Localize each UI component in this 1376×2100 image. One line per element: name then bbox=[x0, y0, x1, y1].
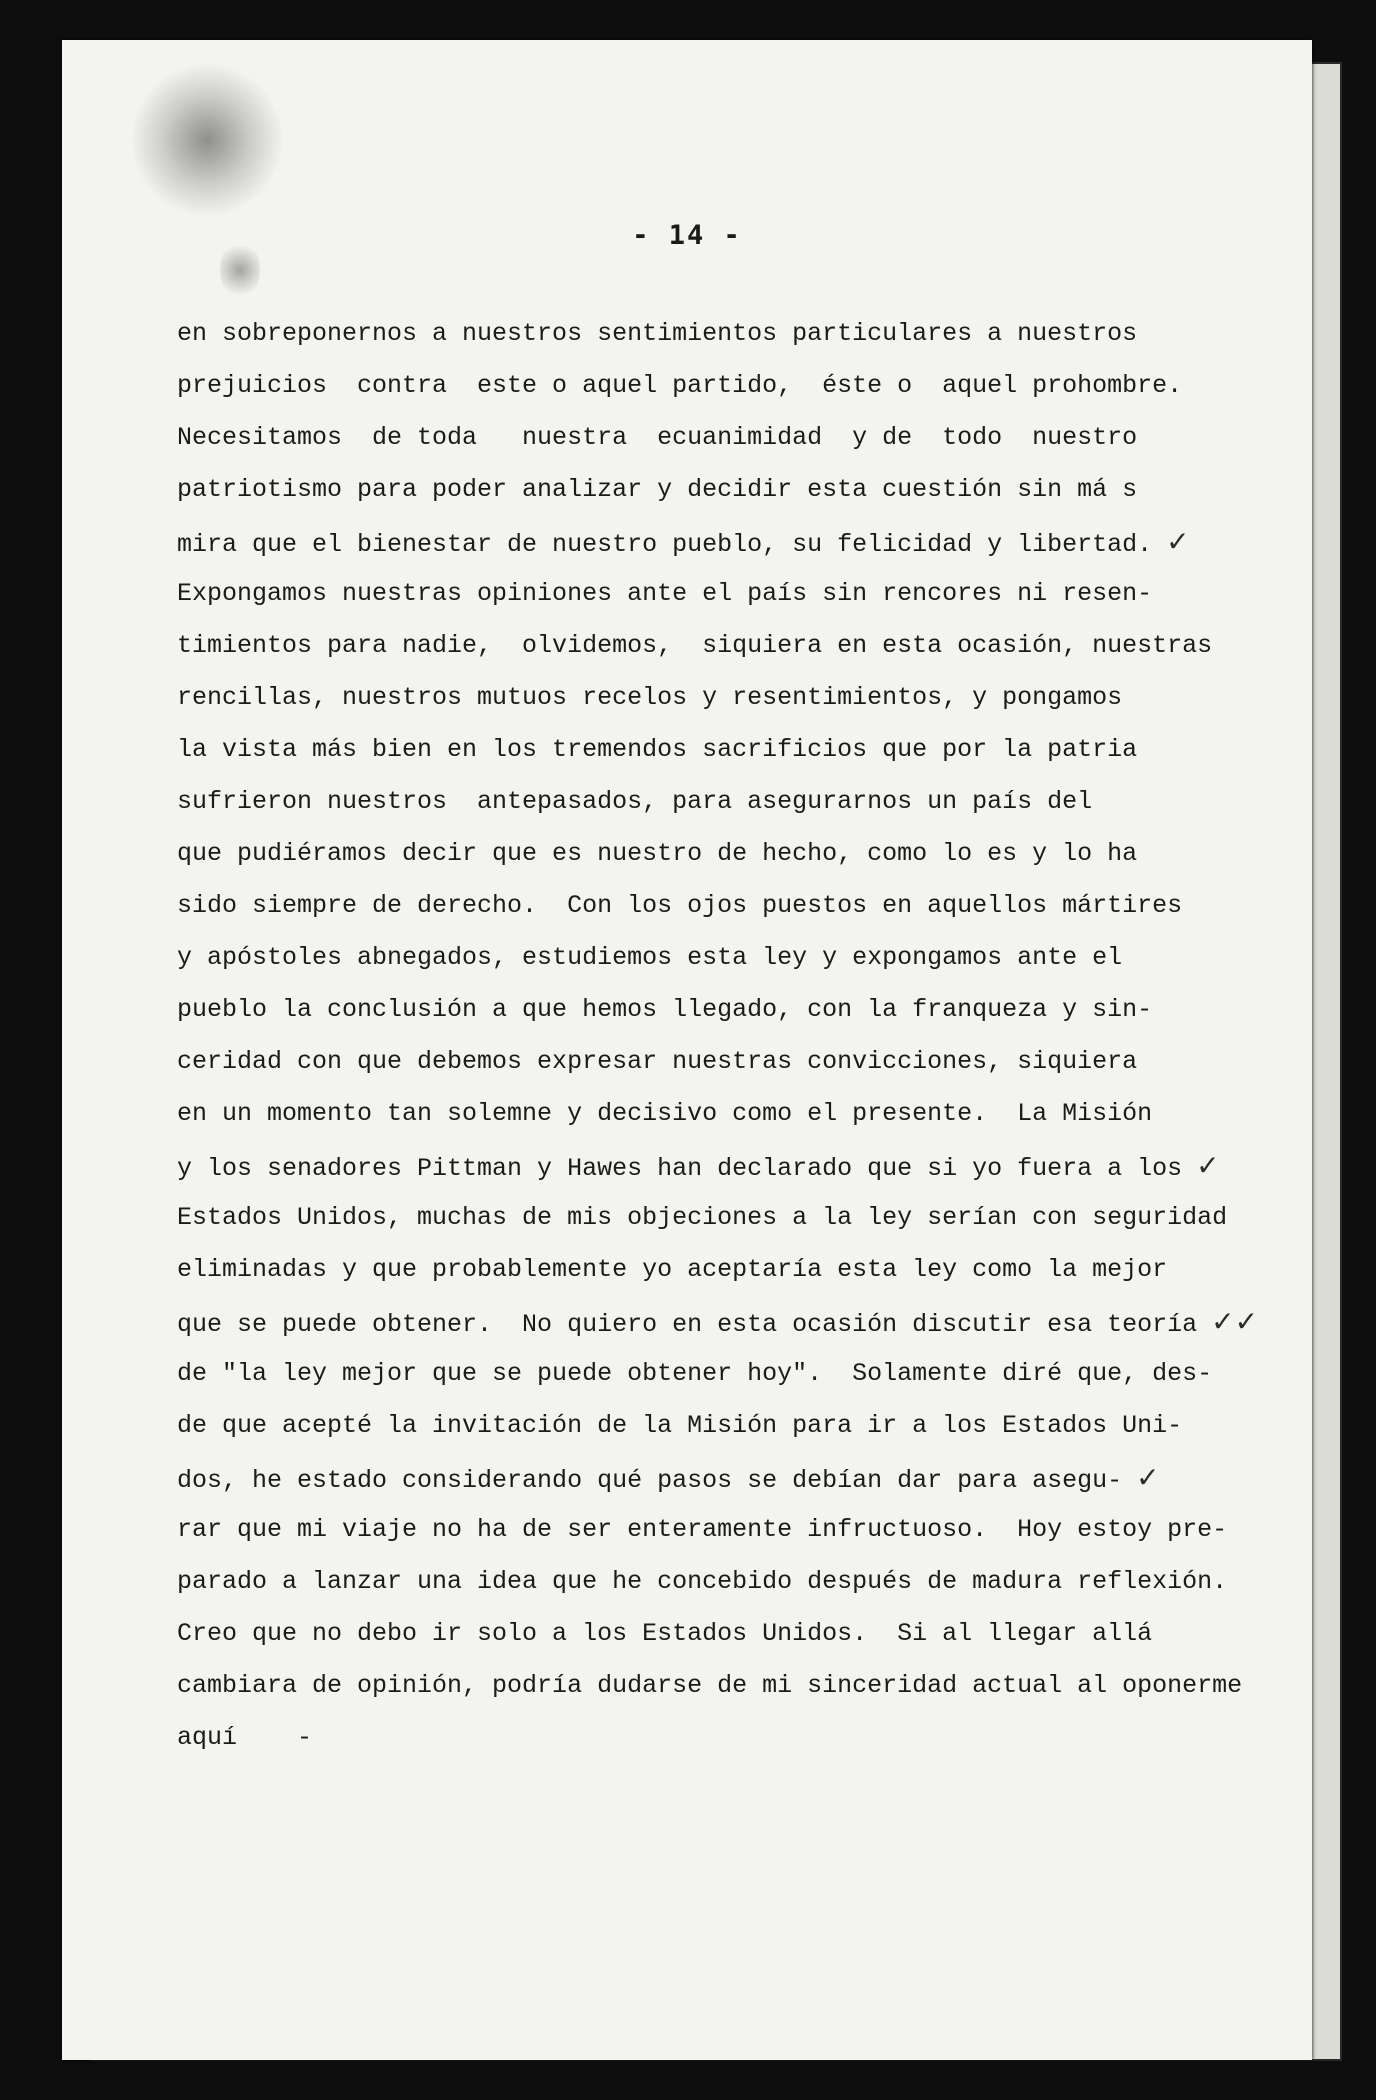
line-text: en un momento tan solemne y decisivo como el presente. La Misión bbox=[177, 1099, 1153, 1128]
text-line bbox=[177, 1660, 1282, 1712]
text-line bbox=[177, 516, 1282, 568]
line-text: pueblo la conclusión a que hemos llegado, con la franqueza y sin- bbox=[177, 995, 1153, 1024]
text-line bbox=[177, 984, 1282, 1036]
text-line bbox=[177, 308, 1282, 360]
line-text: de "la ley mejor que se puede obtener hoy". Solamente diré que, des- bbox=[177, 1359, 1213, 1388]
text-line bbox=[177, 1504, 1282, 1556]
line-text: la vista más bien en los tremendos sacrificios que por la patria bbox=[177, 735, 1138, 764]
text-line bbox=[177, 880, 1282, 932]
line-text: patriotismo para poder analizar y decidir esta cuestión sin má s bbox=[177, 475, 1138, 504]
text-line bbox=[177, 1608, 1282, 1660]
text-line bbox=[177, 828, 1282, 880]
text-line bbox=[177, 1452, 1282, 1504]
text-line bbox=[177, 1712, 1282, 1764]
line-text: Expongamos nuestras opiniones ante el país sin rencores ni resen- bbox=[177, 579, 1153, 608]
line-text: Estados Unidos, muchas de mis objeciones a la ley serían con seguridad bbox=[177, 1203, 1228, 1232]
line-text: prejuicios contra este o aquel partido, éste o aquel prohombre. bbox=[177, 371, 1183, 400]
line-text: y los senadores Pittman y Hawes han declarado que si yo fuera a los bbox=[177, 1154, 1183, 1183]
text-line bbox=[177, 724, 1282, 776]
text-line bbox=[177, 1296, 1282, 1348]
text-line bbox=[177, 1036, 1282, 1088]
text-line bbox=[177, 1348, 1282, 1400]
line-text: rencillas, nuestros mutuos recelos y resentimientos, y pongamos bbox=[177, 683, 1123, 712]
text-line bbox=[177, 1556, 1282, 1608]
text-line bbox=[177, 1140, 1282, 1192]
line-text: Necesitamos de toda nuestra ecuanimidad y de todo nuestro bbox=[177, 423, 1138, 452]
handwritten-check-mark: ✓ bbox=[1136, 1461, 1160, 1494]
page-number: - 14 - bbox=[632, 220, 742, 251]
text-line bbox=[177, 1192, 1282, 1244]
line-text: sido siempre de derecho. Con los ojos puestos en aquellos mártires bbox=[177, 891, 1183, 920]
line-text: y apóstoles abnegados, estudiemos esta ley y expongamos ante el bbox=[177, 943, 1123, 972]
line-text: rar que mi viaje no ha de ser enteramente infructuoso. Hoy estoy pre- bbox=[177, 1515, 1228, 1544]
text-line bbox=[177, 620, 1282, 672]
line-text: sufrieron nuestros antepasados, para asegurarnos un país del bbox=[177, 787, 1093, 816]
line-text: mira que el bienestar de nuestro pueblo, su felicidad y libertad. bbox=[177, 530, 1153, 559]
text-line bbox=[177, 1400, 1282, 1452]
text-line bbox=[177, 672, 1282, 724]
line-text: parado a lanzar una idea que he concebido después de madura reflexión. bbox=[177, 1567, 1228, 1596]
text-line bbox=[177, 360, 1282, 412]
text-line bbox=[177, 932, 1282, 984]
line-text: de que acepté la invitación de la Misión para ir a los Estados Uni- bbox=[177, 1411, 1183, 1440]
text-line bbox=[177, 1088, 1282, 1140]
text-line bbox=[177, 412, 1282, 464]
handwritten-check-mark: ✓ bbox=[1196, 1149, 1220, 1182]
line-text: eliminadas y que probablemente yo aceptaría esta ley como la mejor bbox=[177, 1255, 1168, 1284]
handwritten-check-mark: ✓✓ bbox=[1211, 1305, 1259, 1338]
line-text: Creo que no debo ir solo a los Estados Unidos. Si al llegar allá bbox=[177, 1619, 1153, 1648]
text-line bbox=[177, 1244, 1282, 1296]
line-text: que se puede obtener. No quiero en esta ocasión discutir esa teoría bbox=[177, 1310, 1198, 1339]
handwritten-check-mark: ✓ bbox=[1166, 525, 1190, 558]
line-text: cambiara de opinión, podría dudarse de mi sinceridad actual al oponerme bbox=[177, 1671, 1243, 1700]
line-text: que pudiéramos decir que es nuestro de hecho, como lo es y lo ha bbox=[177, 839, 1138, 868]
typed-body-text bbox=[177, 308, 1282, 1764]
line-text: dos, he estado considerando qué pasos se debían dar para asegu- bbox=[177, 1466, 1123, 1495]
text-line bbox=[177, 568, 1282, 620]
document-page bbox=[62, 40, 1312, 2060]
ink-smudge bbox=[132, 60, 282, 220]
line-text: en sobreponernos a nuestros sentimientos particulares a nuestros bbox=[177, 319, 1138, 348]
line-text: aquí - bbox=[177, 1723, 328, 1752]
line-text: timientos para nadie, olvidemos, siquiera en esta ocasión, nuestras bbox=[177, 631, 1213, 660]
text-line bbox=[177, 776, 1282, 828]
text-line bbox=[177, 464, 1282, 516]
line-text: ceridad con que debemos expresar nuestras convicciones, siquiera bbox=[177, 1047, 1138, 1076]
